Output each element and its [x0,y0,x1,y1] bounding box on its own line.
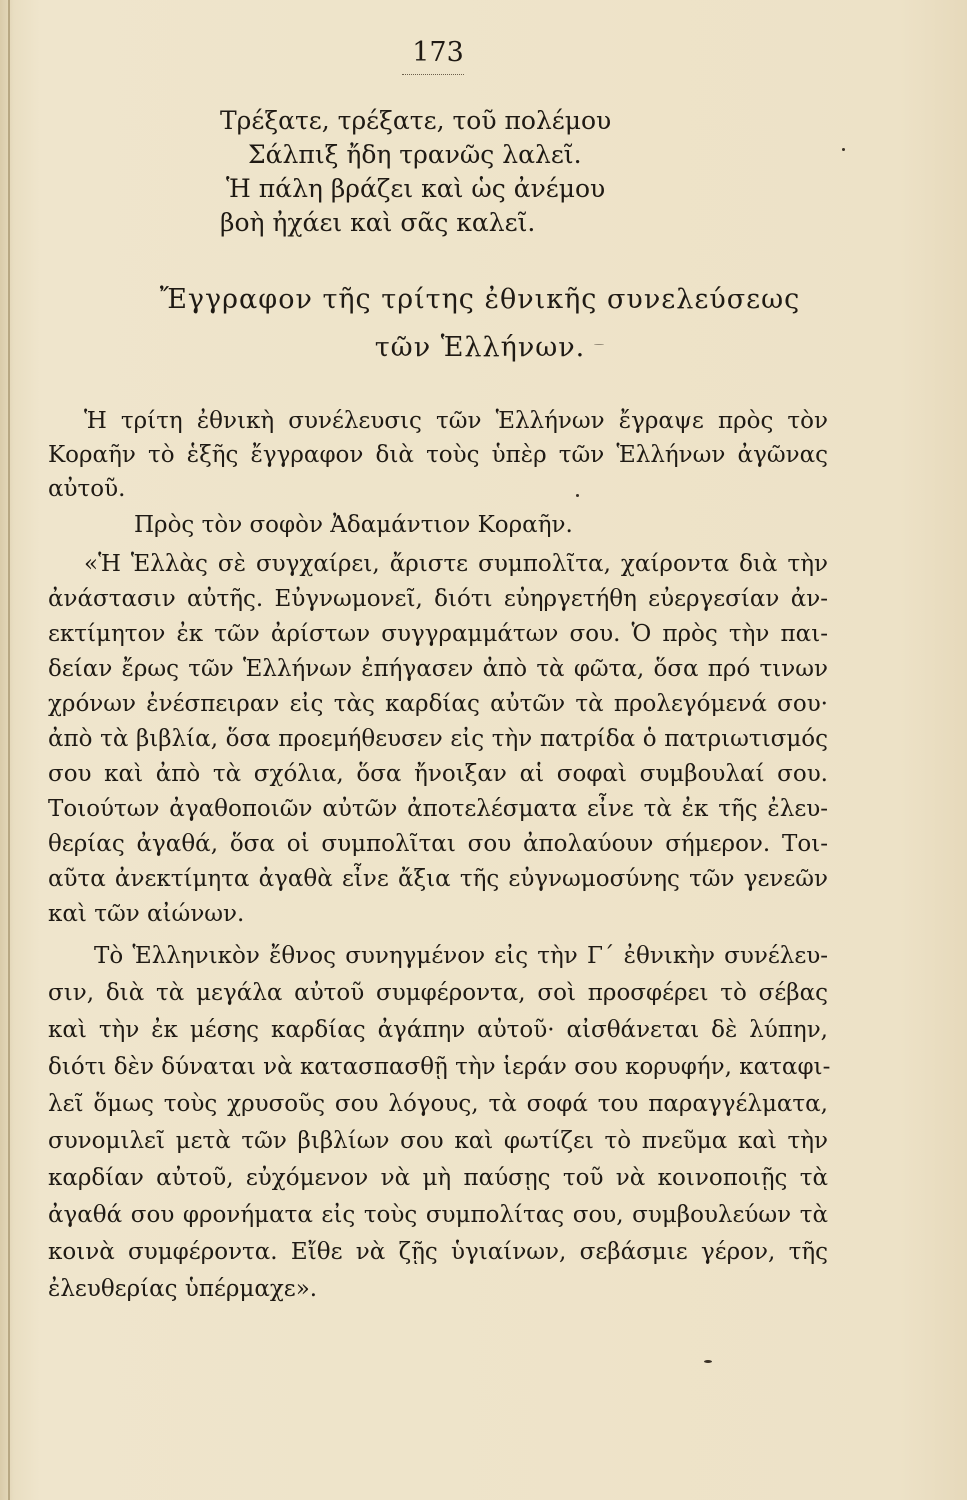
binding-edge [8,0,10,1500]
paragraph-line: ἀνάστασιν αὐτῆς. Εὐγνωμονεῖ, διότι εὐηργετήθη εὐεργεσίαν ἀν- [48,586,828,612]
intro-line: Κοραῆν τὸ ἑξῆς ἔγγραφον διὰ τοὺς ὑπὲρ τῶν Ἑλλήνων ἀγῶνας [48,442,828,468]
paragraph-line: εκτίμητον ἐκ τῶν ἀρίστων συγγραμμάτων σου. Ὁ πρὸς τὴν παι- [48,621,828,647]
paragraph-line: καὶ τῶν αἰώνων. [48,901,245,927]
poem-line: Ἡ πάλη βράζει καὶ ὡς ἀνέμου [226,174,606,203]
poem-line: Σάλπιξ ἤδη τρανῶς λαλεῖ. [248,140,582,169]
paragraph-line: αῦτα ἀνεκτίμητα ἀγαθὰ εἶνε ἄξια τῆς εὐγνωμοσύνης τῶν γενεῶν [48,866,828,892]
paragraph-line: θερίας ἀγαθά, ὅσα οἱ συμπολῖται σου ἀπολαύουν σήμερον. Τοι- [48,831,828,857]
paragraph-line: δείαν ἔρως τῶν Ἑλλήνων ἐπήγασεν ἀπὸ τὰ φῶτα, ὅσα πρό τινων [48,656,828,682]
paragraph-line: Τὸ Ἑλληνικὸν ἔθνος συνηγμένον εἰς τὴν Γ΄ ἐθνικὴν συνέλευ- [94,943,828,969]
paragraph-line: καρδίαν αὐτοῦ, εὐχόμενον νὰ μὴ παύσῃς τοῦ νὰ κοινοποιῇς τὰ [48,1165,828,1191]
paragraph-line: ἀπὸ τὰ βιβλία, ὅσα προεμήθευσεν εἰς τὴν πατρίδα ὁ πατριωτισμός [48,726,828,752]
paragraph-line: συνομιλεῖ μετὰ τῶν βιβλίων σου καὶ φωτίζει τὸ πνεῦμα καὶ τὴν [48,1128,828,1154]
paragraph-line: καὶ τὴν ἐκ μέσης καρδίας ἀγάπην αὐτοῦ· αἰσθάνεται δὲ λύπην, [48,1017,828,1043]
paragraph-line: σου καὶ ἀπὸ τὰ σχόλια, ὅσα ἤνοιξαν αἱ σοφαὶ συμβουλαί σου. [48,761,828,787]
paragraph-line: «Ἡ Ἑλλὰς σὲ συγχαίρει, ἄριστε συμπολῖτα, χαίροντα διὰ τὴν [84,551,828,577]
paragraph-line: ἀγαθά σου φρονήματα εἰς τοὺς συμπολίτας σου, συμβουλεύων τὰ [48,1202,828,1228]
poem-line: Τρέξατε, τρέξατε, τοῦ πολέμου [220,106,612,135]
paragraph-line: χρόνων ἐνέσπειραν εἰς τὰς καρδίας αὐτῶν τὰ προλεγόμενά σου· [48,691,828,717]
paragraph-line: σιν, διὰ τὰ μεγάλα αὐτοῦ συμφέροντα, σοὶ προσφέρει τὸ σέβας [48,980,828,1006]
page-number-rule [402,74,464,75]
paragraph-line: ἐλευθερίας ὑπέρμαχε». [48,1276,318,1302]
page-number: 173 [412,37,464,68]
section-heading: Ἔγγραφον τῆς τρίτης ἐθνικῆς συνελεύσεως [159,284,801,315]
paper-speck [594,344,604,345]
salutation: Πρὸς τὸν σοφὸν Ἀδαμάντιον Κοραῆν. [134,512,573,538]
intro-line: Ἡ τρίτη ἐθνικὴ συνέλευσις τῶν Ἑλλήνων ἔγραψε πρὸς τὸν [84,408,828,434]
paper-speck [576,494,579,497]
paragraph-line: κοινὰ συμφέροντα. Εἴθε νὰ ζῇς ὑγιαίνων, σεβάσμιε γέρον, τῆς [48,1239,828,1265]
section-heading-continued: τῶν Ἑλλήνων. [374,332,586,363]
paragraph-line: λεῖ ὅμως τοὺς χρυσοῦς σου λόγους, τὰ σοφά του παραγγέλματα, [48,1091,828,1117]
paper-speck [842,148,845,151]
intro-line: αὐτοῦ. [48,476,126,502]
paper-speck [704,1360,712,1363]
poem-line: βοὴ ἠχάει καὶ σᾶς καλεῖ. [220,208,536,237]
paragraph-line: Τοιούτων ἀγαθοποιῶν αὐτῶν ἀποτελέσματα εἶνε τὰ ἐκ τῆς ἐλευ- [48,796,828,822]
paragraph-line: διότι δὲν δύναται νὰ κατασπασθῇ τὴν ἱεράν σου κορυφήν, καταφι- [48,1054,831,1080]
